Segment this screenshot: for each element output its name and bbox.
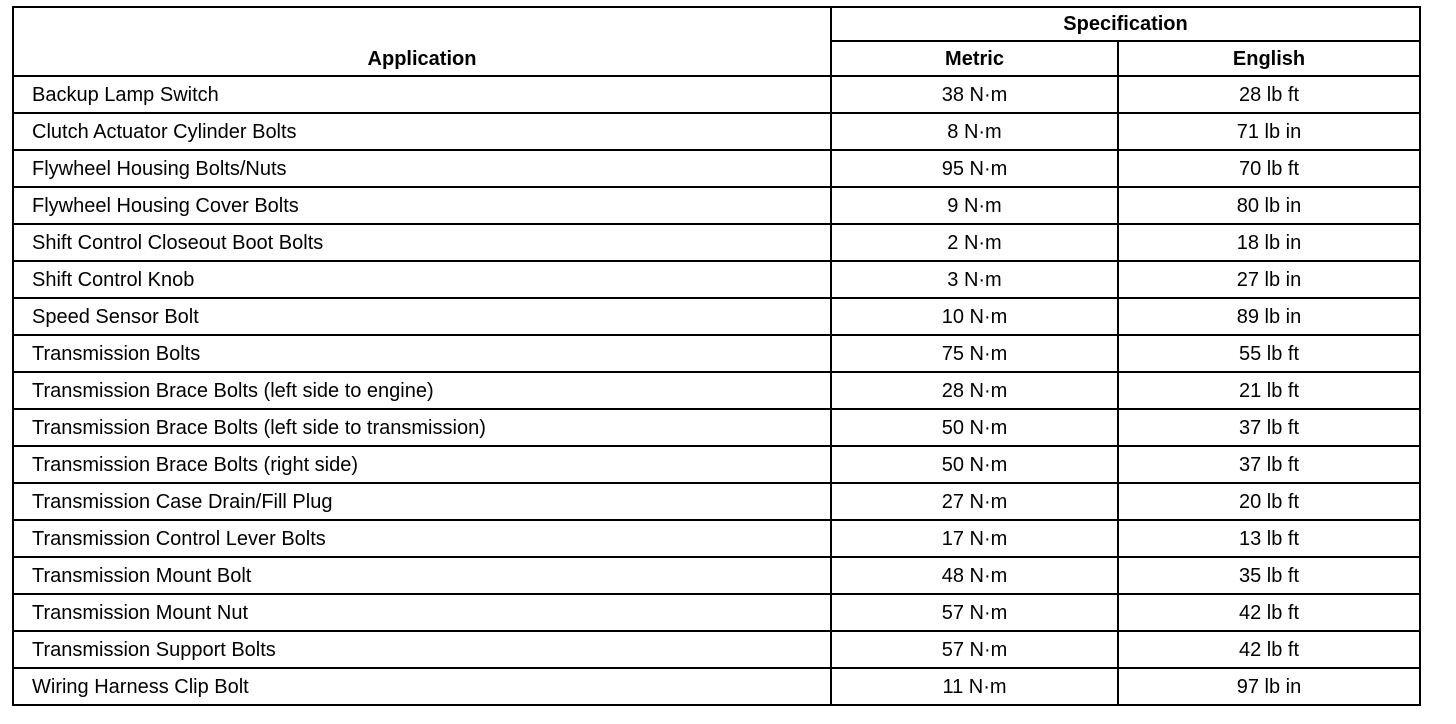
english-value-cell: 27 lb in <box>1118 261 1420 298</box>
fastener-tightening-spec-table <box>12 6 1421 706</box>
metric-value-cell: 11 N·m <box>831 668 1118 705</box>
table-row <box>13 631 1420 668</box>
application-cell: Transmission Brace Bolts (left side to engine) <box>13 372 831 409</box>
english-value-cell: 28 lb ft <box>1118 76 1420 113</box>
table-row <box>13 150 1420 187</box>
english-value-cell: 21 lb ft <box>1118 372 1420 409</box>
table-row <box>13 483 1420 520</box>
application-cell: Flywheel Housing Bolts/Nuts <box>13 150 831 187</box>
application-cell: Transmission Mount Bolt <box>13 557 831 594</box>
metric-value-cell: 75 N·m <box>831 335 1118 372</box>
english-value-cell: 37 lb ft <box>1118 446 1420 483</box>
application-cell: Transmission Brace Bolts (right side) <box>13 446 831 483</box>
application-cell: Shift Control Knob <box>13 261 831 298</box>
table-row <box>13 335 1420 372</box>
metric-value-cell: 17 N·m <box>831 520 1118 557</box>
metric-value-cell: 57 N·m <box>831 594 1118 631</box>
header-row-top <box>13 7 1420 41</box>
table-body <box>13 76 1420 705</box>
metric-value-cell: 28 N·m <box>831 372 1118 409</box>
application-cell: Clutch Actuator Cylinder Bolts <box>13 113 831 150</box>
english-value-cell: 42 lb ft <box>1118 631 1420 668</box>
metric-value-cell: 3 N·m <box>831 261 1118 298</box>
table-row <box>13 520 1420 557</box>
english-value-cell: 18 lb in <box>1118 224 1420 261</box>
english-value-cell: 55 lb ft <box>1118 335 1420 372</box>
table-row <box>13 76 1420 113</box>
application-cell: Transmission Control Lever Bolts <box>13 520 831 557</box>
english-value-cell: 71 lb in <box>1118 113 1420 150</box>
table-row <box>13 224 1420 261</box>
application-cell: Transmission Mount Nut <box>13 594 831 631</box>
table-row <box>13 187 1420 224</box>
english-value-cell: 89 lb in <box>1118 298 1420 335</box>
application-cell: Transmission Support Bolts <box>13 631 831 668</box>
specification-column-header: Specification <box>831 7 1420 41</box>
english-value-cell: 13 lb ft <box>1118 520 1420 557</box>
table-row <box>13 446 1420 483</box>
application-cell: Shift Control Closeout Boot Bolts <box>13 224 831 261</box>
table-row <box>13 594 1420 631</box>
table-row <box>13 113 1420 150</box>
application-cell: Transmission Case Drain/Fill Plug <box>13 483 831 520</box>
application-cell: Wiring Harness Clip Bolt <box>13 668 831 705</box>
metric-value-cell: 95 N·m <box>831 150 1118 187</box>
english-value-cell: 70 lb ft <box>1118 150 1420 187</box>
metric-value-cell: 50 N·m <box>831 409 1118 446</box>
english-value-cell: 80 lb in <box>1118 187 1420 224</box>
english-column-header: English <box>1118 41 1420 76</box>
english-value-cell: 97 lb in <box>1118 668 1420 705</box>
english-value-cell: 20 lb ft <box>1118 483 1420 520</box>
application-cell: Speed Sensor Bolt <box>13 298 831 335</box>
metric-value-cell: 48 N·m <box>831 557 1118 594</box>
application-column-header: Application <box>13 7 831 76</box>
english-value-cell: 42 lb ft <box>1118 594 1420 631</box>
english-value-cell: 37 lb ft <box>1118 409 1420 446</box>
metric-value-cell: 27 N·m <box>831 483 1118 520</box>
table-row <box>13 668 1420 705</box>
table-row <box>13 372 1420 409</box>
table-row <box>13 409 1420 446</box>
metric-value-cell: 38 N·m <box>831 76 1118 113</box>
table-row <box>13 298 1420 335</box>
metric-value-cell: 9 N·m <box>831 187 1118 224</box>
application-cell: Transmission Brace Bolts (left side to transmission) <box>13 409 831 446</box>
metric-column-header: Metric <box>831 41 1118 76</box>
metric-value-cell: 57 N·m <box>831 631 1118 668</box>
metric-value-cell: 50 N·m <box>831 446 1118 483</box>
metric-value-cell: 2 N·m <box>831 224 1118 261</box>
application-cell: Backup Lamp Switch <box>13 76 831 113</box>
metric-value-cell: 8 N·m <box>831 113 1118 150</box>
application-cell: Transmission Bolts <box>13 335 831 372</box>
english-value-cell: 35 lb ft <box>1118 557 1420 594</box>
metric-value-cell: 10 N·m <box>831 298 1118 335</box>
table-header <box>13 7 1420 76</box>
table-row <box>13 557 1420 594</box>
table-row <box>13 261 1420 298</box>
application-cell: Flywheel Housing Cover Bolts <box>13 187 831 224</box>
